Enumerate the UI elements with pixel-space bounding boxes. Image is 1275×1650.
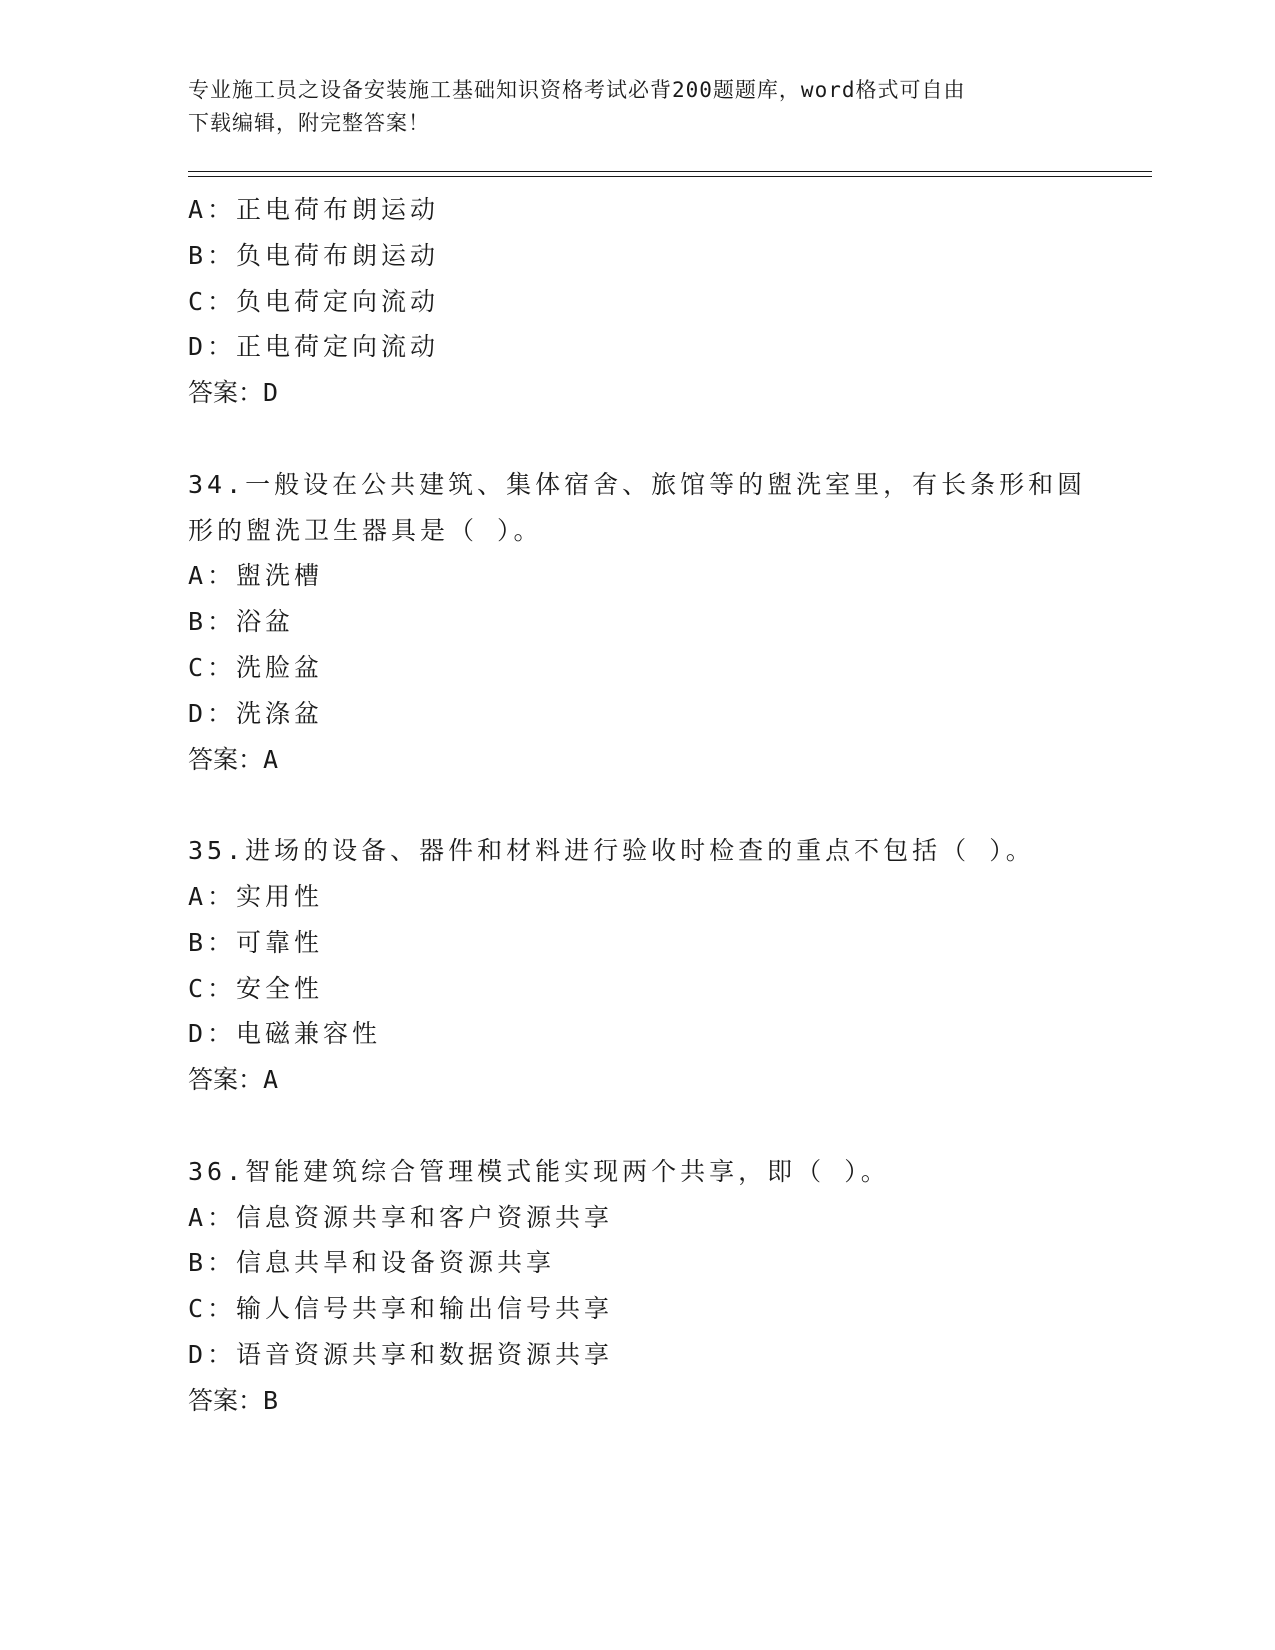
- answer-label: 答案：: [188, 1065, 264, 1095]
- option-d: D：洗涤盆: [188, 698, 324, 728]
- option-d: D：电磁兼容性: [188, 1019, 382, 1049]
- header-rule-bottom: [188, 176, 1152, 177]
- option-b: B：可靠性: [188, 927, 324, 957]
- question-stem-line-1: 34.一般设在公共建筑、集体宿舍、旅馆等的盥洗室里，有长条形和圆: [188, 469, 1087, 499]
- answer-line: [188, 370, 1088, 416]
- spacer: [188, 782, 1088, 828]
- answer-line: [188, 1057, 1088, 1103]
- option-d: D：语音资源共享和数据资源共享: [188, 1339, 614, 1369]
- question-stem-line-1: 35.进场的设备、器件和材料进行验收时检查的重点不包括（ ）。: [188, 836, 1035, 866]
- header-rule-top: [188, 171, 1152, 172]
- spacer: [188, 416, 1088, 462]
- option-a: A：实用性: [188, 881, 324, 911]
- option-d: D：正电荷定向流动: [188, 332, 440, 362]
- answer-label: 答案：: [188, 744, 264, 774]
- option-a: A：盥洗槽: [188, 561, 324, 591]
- question-35: [188, 828, 1088, 1103]
- question-list: [188, 187, 1088, 1424]
- option-a: A：正电荷布朗运动: [188, 195, 440, 224]
- answer-label: 答案：: [188, 1385, 264, 1415]
- header-line-1: 专业施工员之设备安装施工基础知识资格考试必背200题题库，word格式可自由: [188, 78, 966, 102]
- answer-line: [188, 737, 1088, 783]
- question-36: [188, 1149, 1088, 1424]
- option-b: B：信息共旱和设备资源共享: [188, 1248, 556, 1278]
- option-a: A：信息资源共享和客户资源共享: [188, 1202, 614, 1232]
- option-c: C：输人信号共享和输出信号共享: [188, 1294, 614, 1324]
- header-line-2: 下载编辑，附完整答案！: [188, 111, 430, 135]
- answer-value: A: [263, 1065, 279, 1095]
- option-b: B：负电荷布朗运动: [188, 240, 440, 270]
- answer-label: 答案：: [188, 378, 264, 408]
- answer-value: A: [263, 744, 279, 774]
- option-b: B：浴盆: [188, 607, 295, 637]
- question-33: [188, 187, 1088, 416]
- document-header: [188, 74, 1088, 140]
- option-c: C：安全性: [188, 973, 324, 1003]
- answer-line: [188, 1378, 1088, 1424]
- option-c: C：洗脸盆: [188, 652, 324, 682]
- answer-value: B: [263, 1385, 279, 1415]
- question-34: [188, 462, 1088, 783]
- answer-value: D: [263, 378, 279, 408]
- question-stem-line-1: 36.智能建筑综合管理模式能实现两个共享，即（ ）。: [188, 1156, 890, 1186]
- question-stem-line-2: 形的盥洗卫生器具是（ ）。: [188, 515, 543, 545]
- option-c: C：负电荷定向流动: [188, 286, 440, 316]
- spacer: [188, 1103, 1088, 1149]
